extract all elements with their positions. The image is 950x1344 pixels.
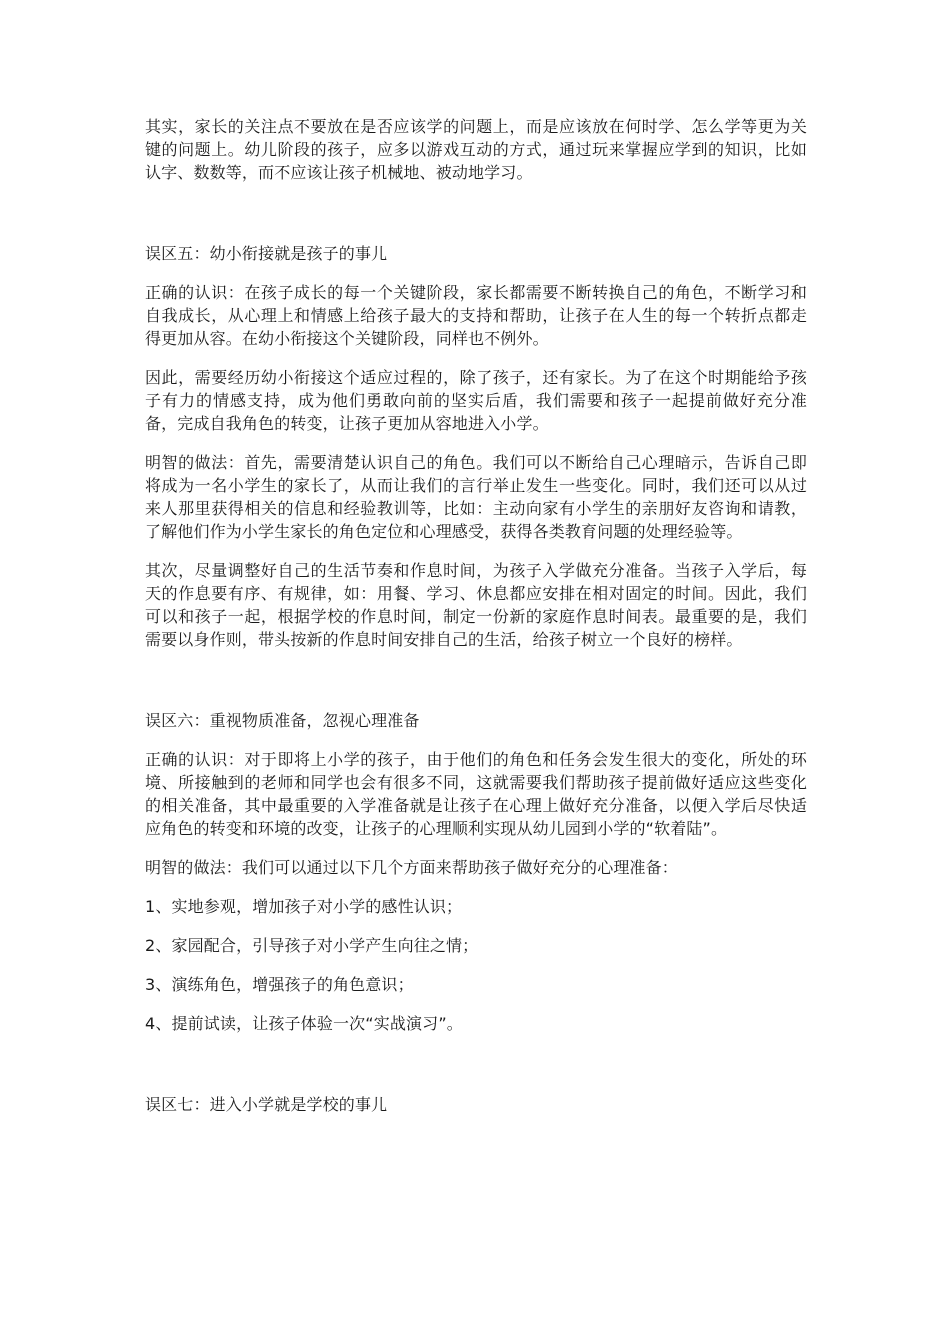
section-heading-misconception-6: 误区六：重视物质准备，忽视心理准备	[145, 711, 420, 730]
paragraph-correct-understanding-5: 正确的认识：在孩子成长的每一个关键阶段，家长都需要不断转换自己的角色，不断学习和自我成长，从心理上和情感上给孩子最大的支持和帮助，让孩子在人生的每一个转折点都走得更加从容。在幼小衔接这个关键阶段，同样也不例外。	[145, 283, 807, 348]
list-item-2: 2、家园配合，引导孩子对小学产生向往之情；	[145, 936, 479, 955]
list-item-1: 1、实地参观，增加孩子对小学的感性认识；	[145, 897, 463, 916]
list-item-3: 3、演练角色，增强孩子的角色意识；	[145, 975, 414, 994]
document-body	[145, 115, 807, 1116]
list-item-4: 4、提前试读，让孩子体验一次“实战演习”。	[145, 1014, 463, 1033]
section-heading-misconception-7: 误区七：进入小学就是学校的事儿	[145, 1095, 388, 1114]
paragraph-wise-approach-6: 明智的做法：我们可以通过以下几个方面来帮助孩子做好充分的心理准备：	[145, 858, 678, 877]
paragraph-parents-adapt: 因此，需要经历幼小衔接这个适应过程的，除了孩子，还有家长。为了在这个时期能给予孩子有力的情感支持，成为他们勇敢向前的坚实后盾，我们需要和孩子一起提前做好充分准备，完成自我角色的转变，让孩子更加从容地进入小学。	[145, 368, 807, 433]
paragraph-learning-timing: 其实，家长的关注点不要放在是否应该学的问题上，而是应该放在何时学、怎么学等更为关键的问题上。幼儿阶段的孩子，应多以游戏互动的方式，通过玩来掌握应学到的知识，比如认字、数数等，而不应该让孩子机械地、被动地学习。	[145, 117, 807, 182]
paragraph-schedule-adjustment: 其次，尽量调整好自己的生活节奏和作息时间，为孩子入学做充分准备。当孩子入学后，每天的作息要有序、有规律，如：用餐、学习、休息都应安排在相对固定的时间。因此，我们可以和孩子一起，根据学校的作息时间，制定一份新的家庭作息时间表。最重要的是，我们需要以身作则，带头按新的作息时间安排自己的生活，给孩子树立一个良好的榜样。	[145, 561, 807, 649]
paragraph-correct-understanding-6: 正确的认识：对于即将上小学的孩子，由于他们的角色和任务会发生很大的变化，所处的环境、所接触到的老师和同学也会有很多不同，这就需要我们帮助孩子提前做好适应这些变化的相关准备，其中最重要的入学准备就是让孩子在心理上做好充分准备，以便入学后尽快适应角色的转变和环境的改变，让孩子的心理顺利实现从幼儿园到小学的“软着陆”。	[145, 750, 807, 838]
section-heading-misconception-5: 误区五：幼小衔接就是孩子的事儿	[145, 244, 388, 263]
paragraph-wise-approach-5: 明智的做法：首先，需要清楚认识自己的角色。我们可以不断给自己心理暗示，告诉自己即将成为一名小学生的家长了，从而让我们的言行举止发生一些变化。同时，我们还可以从过来人那里获得相关的信息和经验教训等，比如：主动向家有小学生的亲朋好友咨询和请教，了解他们作为小学生家长的角色定位和心理感受，获得各类教育问题的处理经验等。	[145, 453, 807, 541]
